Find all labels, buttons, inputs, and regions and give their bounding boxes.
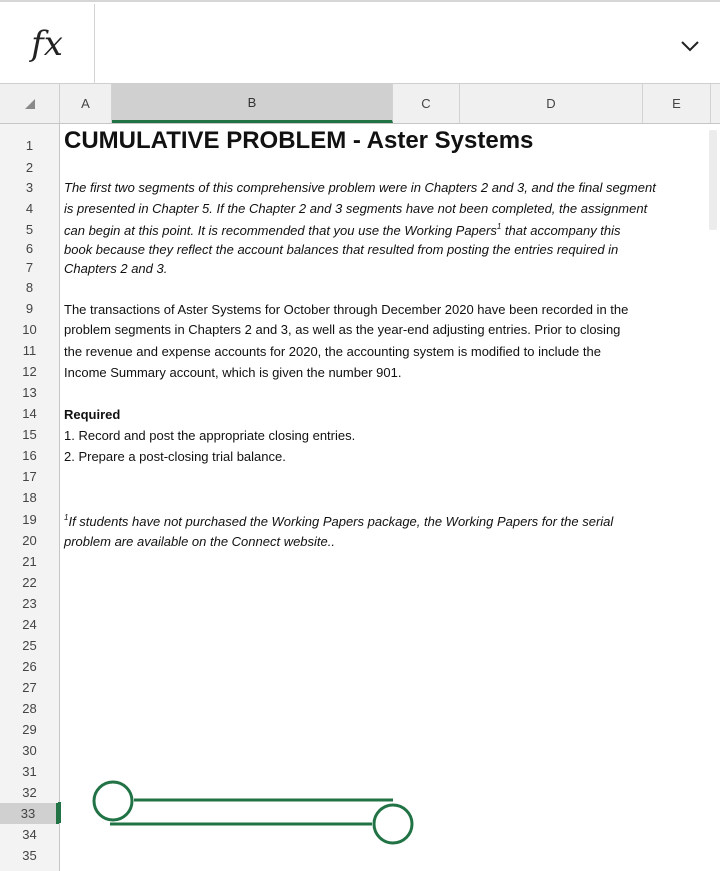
transactions-line: problem segments in Chapters 2 and 3, as well as the year-end adjusting entries. Prior to closing	[64, 322, 621, 337]
column-header-row	[0, 84, 720, 124]
column-header-c[interactable]: C	[393, 84, 460, 123]
sheet-title: CUMULATIVE PROBLEM - Aster Systems	[64, 127, 534, 154]
intro-line: The first two segments of this comprehensive problem were in Chapters 2 and 3, and the final segment	[64, 180, 656, 195]
intro-line-with-footnote	[64, 222, 621, 238]
column-header-b[interactable]: B	[112, 84, 393, 123]
row-header[interactable]: 18	[22, 490, 37, 505]
row-header[interactable]: 14	[22, 406, 37, 421]
row-header[interactable]: 30	[22, 743, 37, 758]
row-header-column	[0, 124, 60, 871]
row-header[interactable]: 5	[25, 222, 34, 237]
row-header[interactable]: 10	[22, 322, 37, 337]
row-header[interactable]: 13	[22, 385, 37, 400]
row-header[interactable]: 1	[25, 138, 34, 153]
footnote-marker: 1	[64, 513, 69, 522]
intro-text: can begin at this point. It is recommended that you use the Working Papers	[64, 223, 497, 238]
vertical-scrollbar[interactable]	[709, 130, 717, 230]
row-header[interactable]: 22	[22, 575, 37, 590]
footnote-marker: 1	[496, 222, 502, 231]
expand-formula-button[interactable]	[674, 30, 706, 62]
row-header[interactable]: 15	[22, 427, 37, 442]
row-header[interactable]: 9	[25, 301, 34, 316]
transactions-line: The transactions of Aster Systems for October through December 2020 have been recorded in the	[64, 302, 629, 317]
row-header[interactable]: 2	[25, 160, 34, 175]
function-button[interactable]	[0, 4, 95, 84]
row-header[interactable]: 3	[25, 180, 34, 195]
row-header[interactable]: 28	[22, 701, 37, 716]
row-header[interactable]: 19	[22, 512, 37, 527]
formula-input[interactable]	[95, 4, 655, 84]
row-header[interactable]: 32	[22, 785, 37, 800]
row-header[interactable]: 29	[22, 722, 37, 737]
row-header[interactable]: 4	[25, 201, 34, 216]
row-header[interactable]: 25	[22, 638, 37, 653]
required-item: 1. Record and post the appropriate closing entries.	[64, 428, 356, 443]
row-header[interactable]: 11	[22, 343, 37, 358]
footnote-line: problem are available on the Connect website..	[64, 534, 335, 549]
row-header[interactable]: 31	[22, 764, 37, 779]
row-header[interactable]: 17	[22, 469, 37, 484]
footnote-text: If students have not purchased the Working Papers package, the Working Papers for the serial	[68, 514, 614, 529]
column-header-d[interactable]: D	[460, 84, 643, 123]
row-header[interactable]: 27	[22, 680, 37, 695]
transactions-line: Income Summary account, which is given the number 901.	[64, 365, 402, 380]
required-heading: Required	[64, 407, 121, 422]
fx-icon: fx	[31, 24, 63, 64]
row-header[interactable]: 12	[22, 364, 37, 379]
row-header[interactable]: 34	[22, 827, 37, 842]
row-header[interactable]: 21	[22, 554, 37, 569]
row-header[interactable]: 23	[22, 596, 37, 611]
select-all-triangle-icon	[24, 98, 36, 110]
row-header[interactable]: 20	[22, 533, 37, 548]
row-header[interactable]: 24	[22, 617, 37, 632]
intro-line: is presented in Chapter 5. If the Chapter 2 and 3 segments have not been completed, the assignment	[64, 201, 648, 216]
row-header[interactable]: 35	[22, 848, 37, 863]
row-header-selected[interactable]: 33	[0, 803, 59, 824]
column-header-e[interactable]: E	[643, 84, 711, 123]
required-item: 2. Prepare a post-closing trial balance.	[64, 449, 286, 464]
chevron-down-icon	[680, 40, 700, 52]
intro-line: book because they reflect the account balances that resulted from posting the entries required in	[64, 242, 619, 257]
row-header[interactable]: 26	[22, 659, 37, 674]
transactions-line: the revenue and expense accounts for 2020, the accounting system is modified to include the	[64, 344, 601, 359]
intro-text: that accompany this	[501, 223, 621, 238]
select-all-corner[interactable]	[0, 84, 60, 123]
row-header[interactable]: 7	[25, 260, 34, 275]
intro-line: Chapters 2 and 3.	[64, 261, 168, 276]
column-header-a[interactable]: A	[60, 84, 112, 123]
row-header[interactable]: 6	[25, 241, 34, 256]
row-header[interactable]: 8	[25, 280, 34, 295]
footnote-line	[64, 513, 613, 529]
formula-bar	[0, 0, 720, 84]
row-header[interactable]: 16	[22, 448, 37, 463]
